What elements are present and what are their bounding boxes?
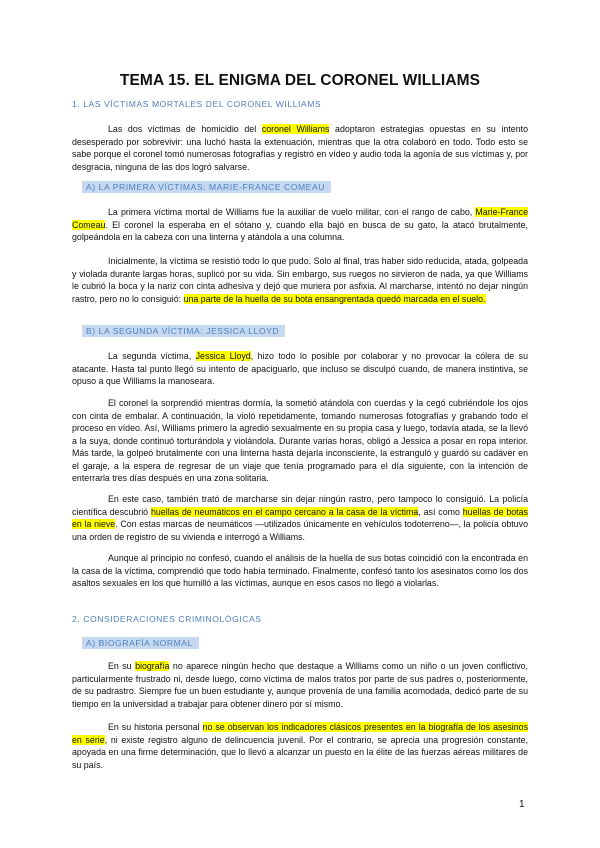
subsection-a-paragraph-1: La primera víctima mortal de Williams fue la auxiliar de vuelo militar, con el rango de cabo, Marie-France Comeau. El coronel la esperaba en el sótano y, cuando ella bajó en busca de su gato, la atacó brutalmente, golpeándola en la cabeza con una linterna y atándola a una columna.: [72, 207, 528, 242]
section-1-intro: Las dos víctimas de homicidio del coronel Williams adoptaron estrategias opuestas en su intento desesperado por sobrevivir: una luchó hasta la extenuación, mientras que la otra colaboró en todo. Todo esto se sabe porque el coronel tomó numerosas fotografías y registró en vídeo y audio toda la agonía de sus víctimas y, por desgracia, ninguna de las dos logró salvarse.: [72, 124, 528, 172]
highlight: Marie-France Comeau: [72, 207, 528, 230]
subsection-b-paragraph-1: La segunda víctima, Jessica Lloyd, hizo todo lo posible por colaborar y no provocar la cólera de su atacante. Hasta tal punto llegó su intento de apaciguarlo, que incluso se disculpó cuando, de manera instintiva, se opuso a que Williams la manoseara.: [72, 351, 528, 386]
section-1-heading: 1. LAS VÍCTIMAS MORTALES DEL CORONEL WILLIAMS: [72, 99, 322, 109]
subsection-a-heading: A) LA PRIMERA VÍCTIMAS: MARIE-FRANCE COMEAU: [82, 181, 331, 193]
subsection-b-heading: B) LA SEGUNDA VÍCTIMA: JESSICA LLOYD: [82, 325, 285, 337]
subsection-b-paragraph-3: En este caso, también trató de marcharse sin dejar ningún rastro, pero tampoco lo consiguió. La policía científica descubrió huellas de neumáticos en el campo cercano a la casa de la víctima, así como huellas de botas en la nieve. Con estas marcas de neumáticos —utilizados únicamente en vehículos todoterreno—, la policía obtuvo una orden de registro de su vivienda e interrogó a Williams.: [72, 494, 529, 542]
highlight: Jessica Lloyd: [195, 351, 251, 361]
subsection-2a-heading: A) BIOGRAFÍA NORMAL: [82, 637, 199, 649]
highlight: huellas de botas en la nieve: [72, 506, 528, 529]
highlight: coronel Williams: [261, 124, 330, 134]
section-2-heading: 2. CONSIDERACIONES CRIMINOLÓGICAS: [72, 614, 262, 624]
highlight: biografía: [135, 661, 170, 671]
subsection-b-paragraph-4: Aunque al principio no confesó, cuando el análisis de la huella de sus botas coincidió con la encontrada en la casa de la víctima, comprendió que todo había terminado. Finalmente, confesó tanto los asesinatos como los dos asaltos sexuales en los que humilló a las víctimas, aunque en esos casos no llegó a violarlas.: [72, 553, 528, 588]
highlight: una parte de la huella de su bota ensangrentada quedó marcada en el suelo.: [183, 293, 486, 304]
subsection-2a-paragraph-2: En su historia personal no se observan los indicadores clásicos presentes en la biografía de los asesinos en serie, ni existe registro alguno de delincuencia juvenil. Por el contrario, se aprecia una progresión constante, apoyada en una firme determinación, que lo llevó a alcanzar un puesto en la élite de las fuerzas aéreas militares de su país.: [72, 722, 529, 770]
page-title: TEMA 15. EL ENIGMA DEL CORONEL WILLIAMS: [119, 72, 481, 89]
subsection-2a-paragraph-1: En su biografía no aparece ningún hecho que destaque a Williams como un niño o un joven conflictivo, particularmente frustrado ni, desde luego, como víctima de malos tratos por parte de sus padres o, posteriormente, de su padrastro. Siempre fue un buen estudiante y, aunque provenía de una familia acomodada, dedicó parte de su tiempo en la universidad a trabajar para obtener dinero por sí mismo.: [72, 661, 528, 709]
subsection-b-paragraph-2: El coronel la sorprendió mientras dormía, la sometió atándola con cuerdas y la cegó cubriéndole los ojos con cinta de embalar. A continuación, la violó repetidamente, tomando numerosas fotografías y grabando todo el proceso en vídeo. Así, Williams primero la agredió sexualmente en su propia casa y luego, todavía atada, se la llevó a la suya, donde continuó torturándola y violándola. Durante varias horas, obligó a Jessica a posar en ropa interior. Más tarde, la golpeó brutalmente con una linterna hasta dejarla inconsciente, la estranguló y guardó su cadáver en el garaje, a la espera de regresar de un viaje que tenía programado para el día siguiente, con la intención de enterrarla tres días después en una zona solitaria.: [72, 398, 528, 483]
highlight: no se observan los indicadores clásicos presentes en la biografía de los asesinos en serie: [72, 722, 529, 745]
page-number: 1: [519, 799, 525, 810]
subsection-a-paragraph-2: Inicialmente, la víctima se resistió todo lo que pudo. Solo al final, tras haber sido reducida, atada, golpeada y violada durante largas horas, suplicó por su vida. Sin embargo, sus ruegos no sirvieron de nada, ya que Williams le cubrió la boca y la nariz con cinta adhesiva y dejó que muriera por asfixia. Al marcharse, intentó no dejar ningún rastro, pero no lo consiguió: una parte de la huella de su bota ensangrentada quedó marcada en el suelo.: [72, 256, 528, 304]
highlight: huellas de neumáticos en el campo cercano a la casa de la víctima: [150, 506, 419, 517]
